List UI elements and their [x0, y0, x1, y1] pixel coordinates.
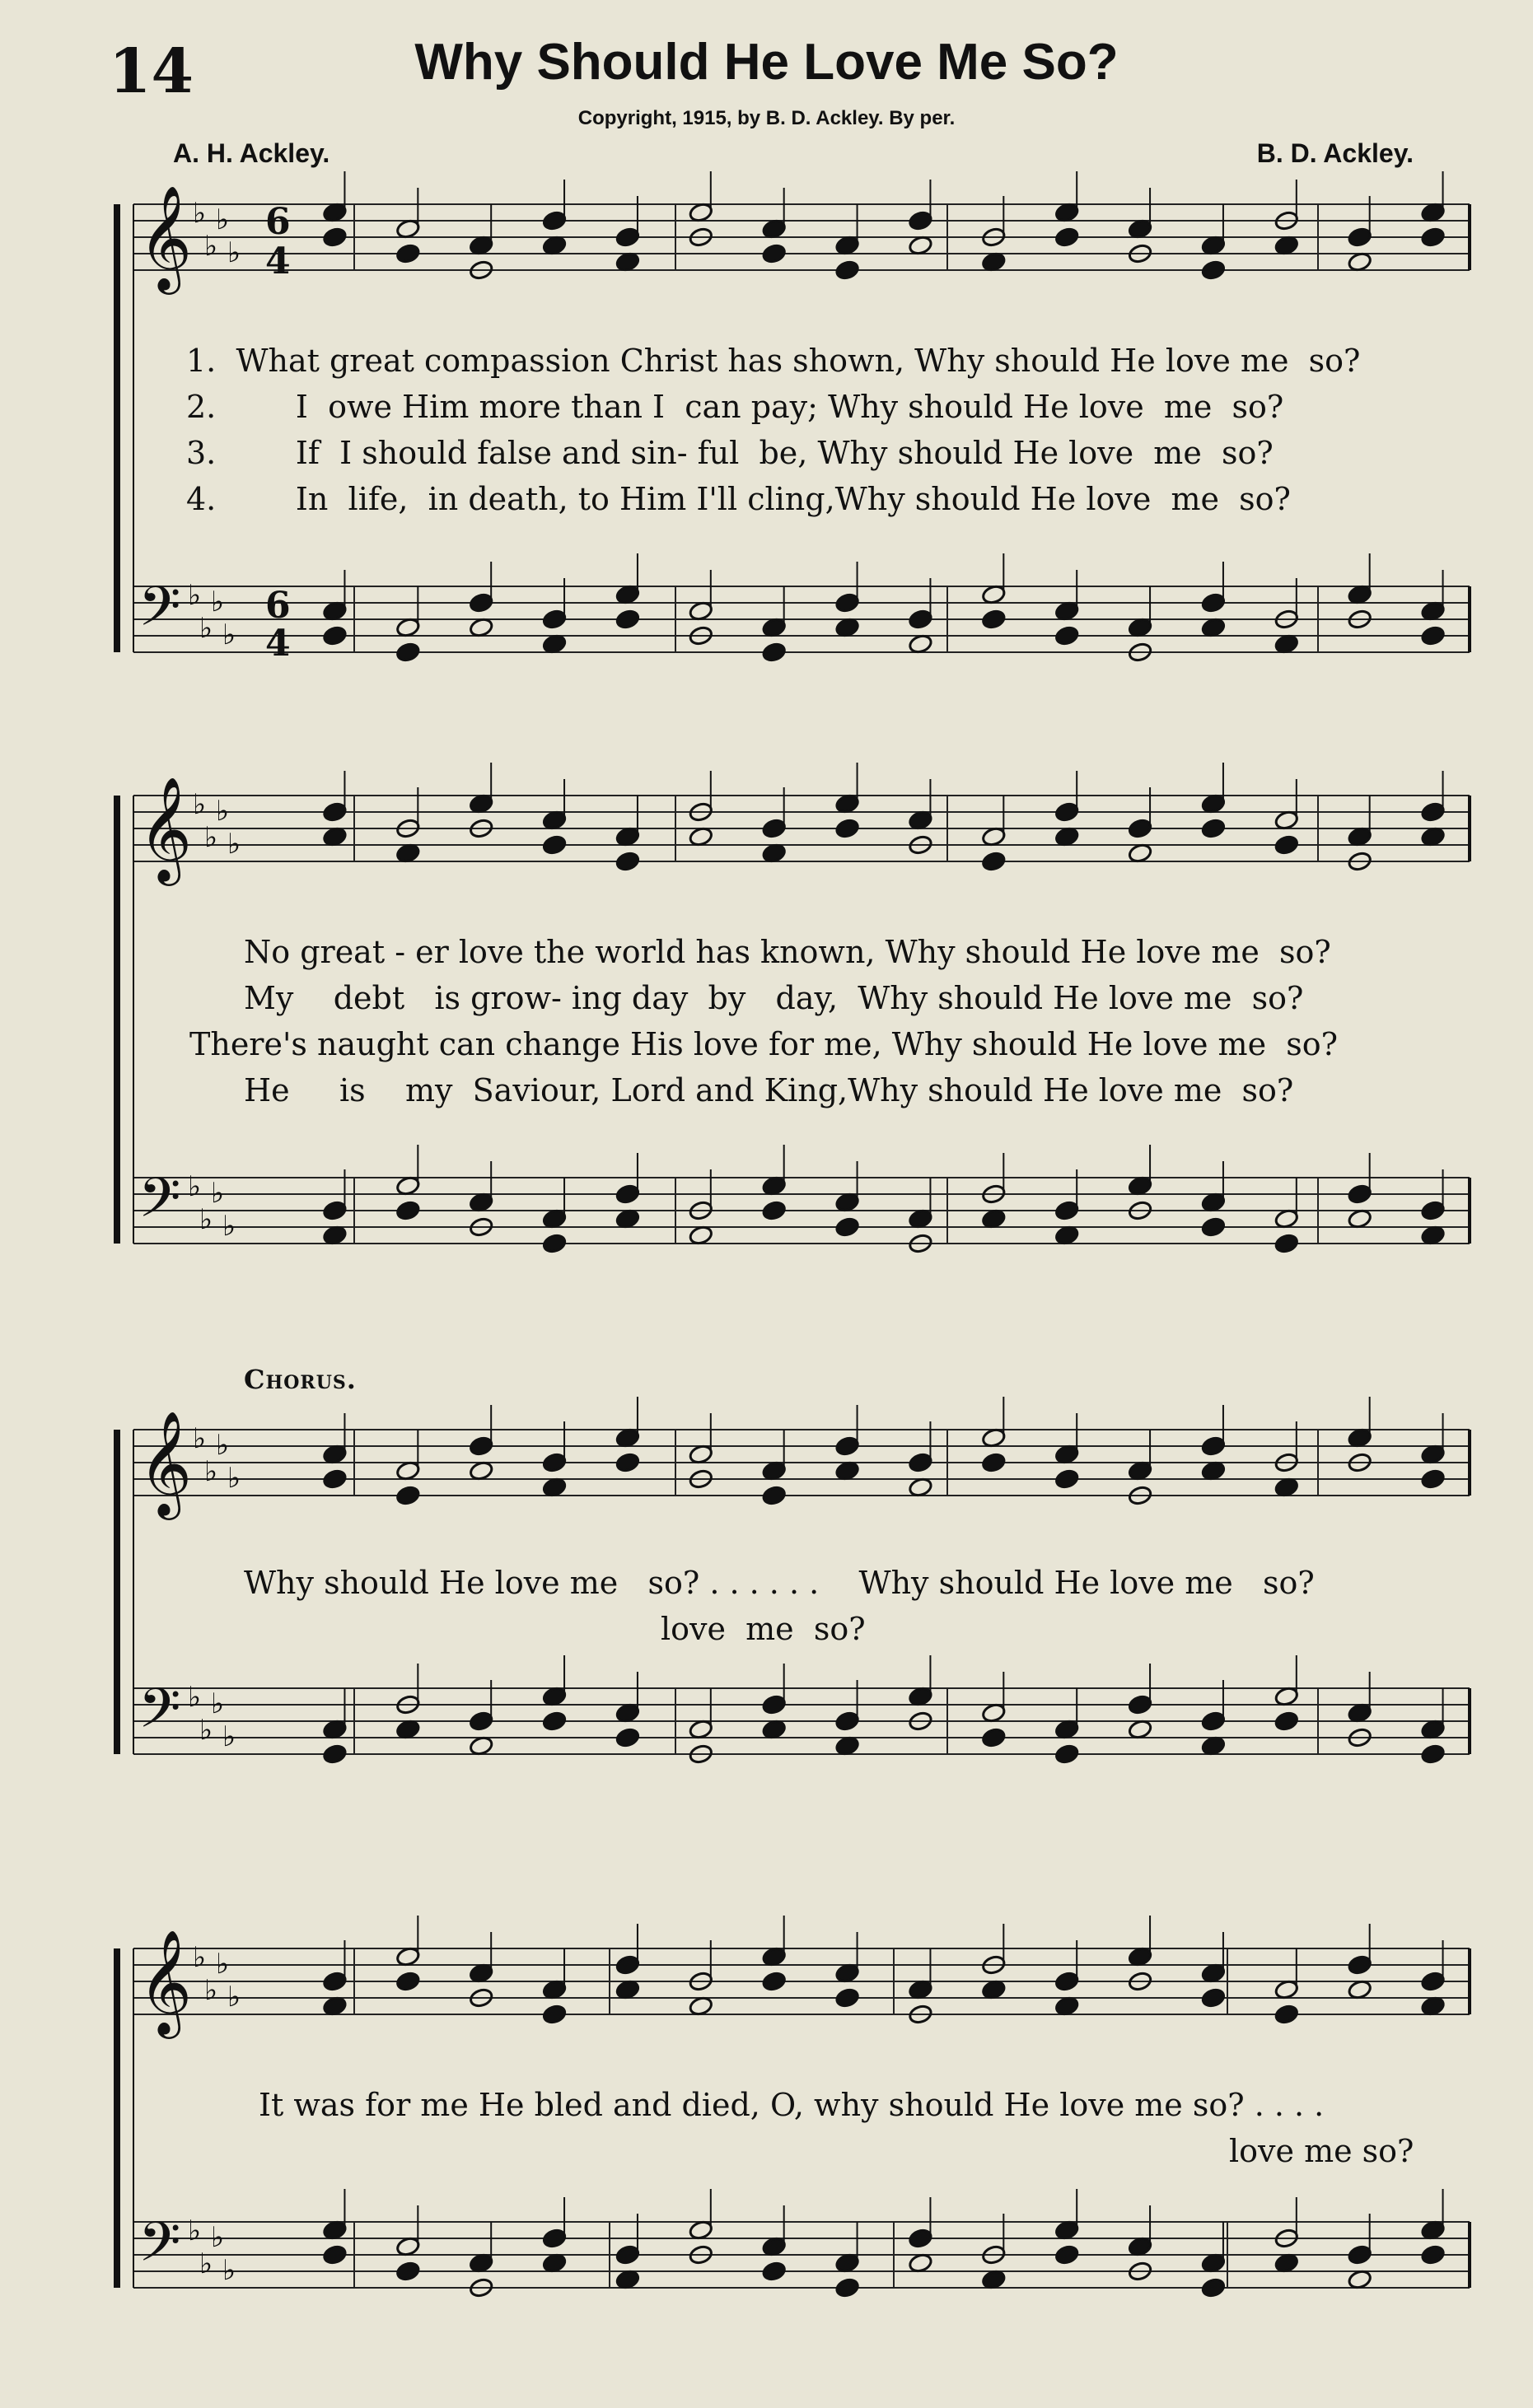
- note-head: [834, 818, 860, 839]
- verse-4-line-1: 4. In life, in death, to Him I'll cling,Why should He love me so?: [186, 481, 1291, 517]
- note-head: [542, 834, 568, 856]
- note-head: [1054, 2244, 1080, 2266]
- note-head: [1201, 818, 1227, 839]
- flat-icon: ♭: [222, 1720, 236, 1753]
- note-head: [1347, 226, 1372, 248]
- note-head: [1420, 2244, 1446, 2266]
- flat-icon: ♭: [204, 230, 218, 263]
- flat-icon: ♭: [199, 2247, 213, 2280]
- note-head: [1347, 2244, 1372, 2266]
- note-head: [908, 2228, 933, 2249]
- note-head: [469, 1710, 494, 1732]
- note-head: [981, 1452, 1007, 1473]
- note-head: [1347, 1183, 1372, 1205]
- note-head: [1054, 226, 1080, 248]
- flat-icon: ♭: [188, 1681, 202, 1714]
- note-head: [1420, 801, 1446, 823]
- flat-icon: ♭: [188, 1170, 202, 1203]
- flat-icon: ♭: [227, 1462, 241, 1495]
- flat-icon: ♭: [204, 1974, 218, 2007]
- note-head: [1274, 1233, 1300, 1254]
- chorus-echo-1: love me so?: [661, 1611, 866, 1647]
- note-head: [615, 2244, 641, 2266]
- note-head: [1274, 2004, 1300, 2025]
- flat-icon: ♭: [199, 1714, 213, 1747]
- bass-clef-icon: 𝄢: [138, 2210, 181, 2287]
- note-head: [1201, 592, 1227, 614]
- verse-2-line-1: 2. I owe Him more than I can pay; Why should He love me so?: [186, 389, 1284, 425]
- note-head: [761, 1971, 787, 1992]
- note-head: [1201, 1710, 1227, 1732]
- time-signature-bottom: 4: [265, 623, 291, 665]
- note-head: [395, 1200, 421, 1221]
- note-head: [322, 1743, 348, 1765]
- note-head: [1054, 1743, 1080, 1765]
- note-head: [322, 1200, 348, 1221]
- note-head: [1420, 625, 1446, 646]
- chorus-line-1: Why should He love me so? . . . . . . Why should He love me so?: [244, 1565, 1315, 1601]
- note-head: [542, 2004, 568, 2025]
- note-head: [542, 2228, 568, 2249]
- note-head: [761, 818, 787, 839]
- note-head: [1054, 625, 1080, 646]
- flat-icon: ♭: [188, 579, 202, 612]
- note-head: [761, 2261, 787, 2282]
- copyright-notice: Copyright, 1915, by B. D. Ackley. By per.: [577, 107, 956, 129]
- note-head: [834, 2277, 860, 2298]
- note-head: [615, 1183, 641, 1205]
- flat-icon: ♭: [204, 1455, 218, 1488]
- verse-3-line-2: There's naught can change His love for me, Why should He love me so?: [189, 1026, 1338, 1062]
- flat-icon: ♭: [193, 788, 207, 821]
- note-head: [615, 1452, 641, 1473]
- note-head: [1274, 1710, 1300, 1732]
- bass-clef-icon: 𝄢: [138, 575, 181, 651]
- note-head: [1201, 1435, 1227, 1457]
- note-head: [1054, 1200, 1080, 1221]
- chorus-echo-2: love me so?: [1229, 2133, 1414, 2169]
- note-head: [1201, 1987, 1227, 2009]
- note-head: [469, 1435, 494, 1457]
- flat-icon: ♭: [204, 821, 218, 854]
- flat-icon: ♭: [216, 1429, 230, 1462]
- flat-icon: ♭: [216, 795, 230, 828]
- flat-icon: ♭: [193, 1941, 207, 1974]
- note-head: [834, 259, 860, 281]
- treble-clef-icon: 𝄞: [138, 1410, 193, 1515]
- flat-icon: ♭: [188, 2214, 202, 2247]
- verse-3-line-1: 3. If I should false and sin- ful be, Why should He love me so?: [186, 435, 1274, 471]
- note-head: [322, 1468, 348, 1490]
- song-title: Why Should He Love Me So?: [414, 34, 1119, 91]
- note-head: [1420, 1743, 1446, 1765]
- note-head: [395, 1485, 421, 1506]
- note-head: [761, 1694, 787, 1715]
- flat-icon: ♭: [222, 2254, 236, 2287]
- note-head: [322, 801, 348, 823]
- note-head: [908, 1452, 933, 1473]
- note-head: [761, 1200, 787, 1221]
- time-signature-bottom: 4: [265, 240, 291, 282]
- flat-icon: ♭: [216, 1948, 230, 1981]
- note-head: [615, 609, 641, 630]
- time-signature-top: 6: [265, 201, 291, 243]
- page-number: 14: [109, 36, 194, 107]
- note-head: [834, 1216, 860, 1238]
- note-head: [542, 1233, 568, 1254]
- note-head: [322, 226, 348, 248]
- time-signature-top: 6: [265, 585, 291, 627]
- flat-icon: ♭: [216, 203, 230, 236]
- note-head: [1420, 1200, 1446, 1221]
- verse-2-line-2: My debt is grow- ing day by day, Why should He love me so?: [244, 980, 1304, 1016]
- note-head: [761, 642, 787, 663]
- verse-1-line-1: 1. What great compassion Christ has shown, Why should He love me so?: [186, 343, 1361, 379]
- flat-icon: ♭: [211, 586, 225, 618]
- note-head: [1201, 2277, 1227, 2298]
- note-head: [615, 1954, 641, 1976]
- note-head: [834, 592, 860, 614]
- note-head: [1054, 1468, 1080, 1490]
- note-head: [761, 243, 787, 264]
- flat-icon: ♭: [227, 236, 241, 269]
- note-head: [615, 851, 641, 872]
- note-head: [1201, 259, 1227, 281]
- note-head: [834, 1435, 860, 1457]
- note-head: [981, 1727, 1007, 1748]
- chorus-line-2: It was for me He bled and died, O, why should He love me so? . . . .: [259, 2087, 1325, 2123]
- note-head: [1347, 1954, 1372, 1976]
- note-head: [1054, 801, 1080, 823]
- note-head: [1128, 1694, 1153, 1715]
- note-head: [542, 210, 568, 231]
- note-head: [1054, 1971, 1080, 1992]
- note-head: [1201, 1216, 1227, 1238]
- flat-icon: ♭: [211, 2221, 225, 2254]
- note-head: [322, 1971, 348, 1992]
- note-head: [981, 609, 1007, 630]
- chorus-label: Chorus.: [244, 1364, 357, 1395]
- note-head: [395, 1971, 421, 1992]
- note-head: [542, 1710, 568, 1732]
- note-head: [395, 2261, 421, 2282]
- flat-icon: ♭: [193, 1422, 207, 1455]
- treble-clef-icon: 𝄞: [138, 776, 193, 881]
- note-head: [1420, 1468, 1446, 1490]
- note-head: [761, 1485, 787, 1506]
- note-head: [542, 1452, 568, 1473]
- flat-icon: ♭: [227, 1981, 241, 2014]
- note-head: [981, 851, 1007, 872]
- flat-icon: ♭: [193, 197, 207, 230]
- note-head: [1420, 1971, 1446, 1992]
- note-head: [542, 609, 568, 630]
- flat-icon: ♭: [199, 1203, 213, 1236]
- note-head: [908, 210, 933, 231]
- bass-clef-icon: 𝄢: [138, 1677, 181, 1753]
- verse-4-line-2: He is my Saviour, Lord and King,Why should He love me so?: [244, 1072, 1294, 1108]
- note-head: [1274, 834, 1300, 856]
- treble-clef-icon: 𝄞: [138, 184, 193, 290]
- treble-clef-icon: 𝄞: [138, 1929, 193, 2034]
- note-head: [322, 2244, 348, 2266]
- note-head: [834, 1987, 860, 2009]
- bass-clef-icon: 𝄢: [138, 1166, 181, 1243]
- note-head: [615, 226, 641, 248]
- flat-icon: ♭: [211, 1687, 225, 1720]
- lyricist-credit: A. H. Ackley.: [173, 138, 330, 168]
- note-head: [908, 609, 933, 630]
- flat-icon: ♭: [222, 618, 236, 651]
- note-head: [1420, 226, 1446, 248]
- composer-credit: B. D. Ackley.: [1256, 138, 1414, 168]
- note-head: [322, 625, 348, 646]
- flat-icon: ♭: [199, 612, 213, 645]
- note-head: [834, 1710, 860, 1732]
- note-head: [1128, 818, 1153, 839]
- note-head: [615, 1727, 641, 1748]
- flat-icon: ♭: [222, 1210, 236, 1243]
- note-head: [469, 592, 494, 614]
- flat-icon: ♭: [211, 1177, 225, 1210]
- flat-icon: ♭: [227, 828, 241, 861]
- verse-1-line-2: No great - er love the world has known, Why should He love me so?: [244, 934, 1331, 970]
- note-head: [395, 642, 421, 663]
- note-head: [395, 243, 421, 264]
